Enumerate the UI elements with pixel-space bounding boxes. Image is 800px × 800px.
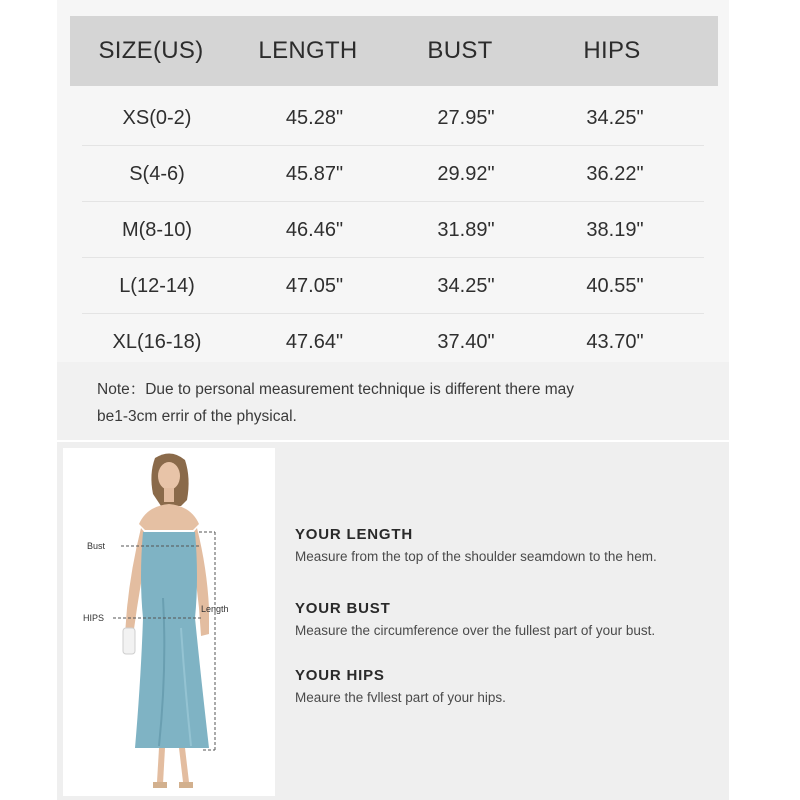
cell-hips: 34.25" [586,106,644,129]
model-illustration [63,448,275,796]
note-line-1: Note：Due to personal measurement technique is different there may [97,381,575,398]
table-row [82,314,704,370]
cell-length: 47.05" [285,274,344,297]
cell-size: S(4-6) [129,162,185,185]
table-header [70,16,718,86]
cell-length: 45.87" [285,162,344,185]
measure-bust-desc: Measure the circumference over the fullest part of your bust. [295,623,656,638]
cell-bust: 31.89" [437,218,495,241]
cell-hips: 43.70" [586,330,644,353]
header-length: LENGTH [258,37,358,64]
cell-size: XL(16-18) [112,330,202,353]
measure-bust [295,600,715,638]
cell-bust: 27.95" [437,106,495,129]
header-hips: HIPS [583,37,641,64]
cell-length: 45.28" [285,106,344,129]
size-table [57,0,729,362]
cell-hips: 36.22" [586,162,644,185]
measure-length [295,526,715,564]
note-line-2: be1-3cm errir of the physical. [97,408,297,425]
cell-bust: 37.40" [437,330,495,353]
hips-label: HIPS [83,613,105,623]
table-row [82,146,704,202]
measure-hips [295,667,715,705]
length-label: Length [201,604,229,614]
table-row [82,258,704,314]
measure-hips-title: YOUR HIPS [295,667,385,684]
measure-length-desc: Measure from the top of the shoulder seamdown to the hem. [295,549,657,564]
header-bust: BUST [427,37,493,64]
size-chart-panel [57,0,729,440]
cell-size: XS(0-2) [122,106,192,129]
cell-hips: 40.55" [586,274,644,297]
measurement-guide [57,442,729,800]
header-size: SIZE(US) [98,37,204,64]
table-row [82,202,704,258]
measure-bust-title: YOUR BUST [295,600,391,617]
cell-bust: 34.25" [437,274,495,297]
cell-size: L(12-14) [119,274,195,297]
measure-length-title: YOUR LENGTH [295,526,413,543]
bust-label: Bust [87,541,106,551]
cell-bust: 29.92" [437,162,495,185]
model-figure [63,448,275,796]
measure-hips-desc: Meaure the fvllest part of your hips. [295,690,506,705]
measurement-note [97,376,697,430]
cell-length: 47.64" [285,330,344,353]
cell-size: M(8-10) [121,218,192,241]
cell-hips: 38.19" [586,218,644,241]
cell-length: 46.46" [285,218,344,241]
table-row [82,90,704,146]
